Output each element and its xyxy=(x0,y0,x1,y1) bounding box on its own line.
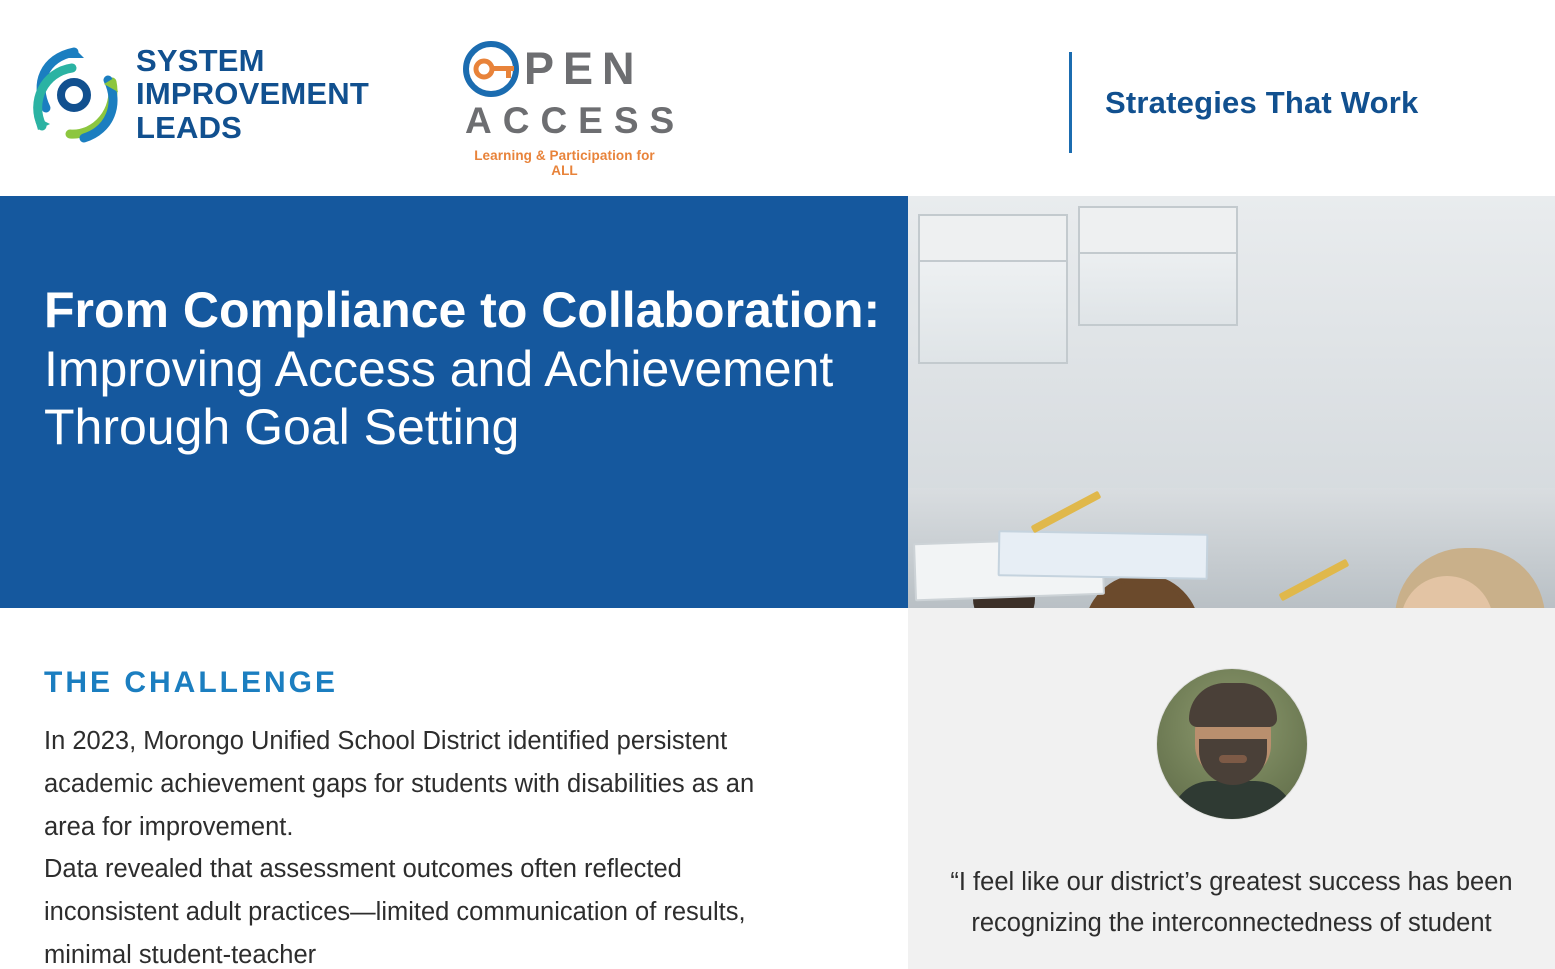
hero-blue-panel xyxy=(0,196,908,608)
header-divider xyxy=(1069,52,1072,153)
open-access-word-top: PEN xyxy=(524,43,644,94)
page-title-rest: Improving Access and Achievement Through Goal Setting xyxy=(44,340,834,455)
open-access-tagline: Learning & Participation for ALL xyxy=(474,148,655,178)
page-title-bold: From Compliance to Collaboration: xyxy=(44,282,881,338)
testimonial-quote: “I feel like our district’s greatest success has been recognizing the interconnectedness of student xyxy=(950,868,1513,938)
challenge-paragraph-2: Data revealed that assessment outcomes often reflected inconsistent adult practices—limited communication of results, minimal student-teacher xyxy=(44,855,746,969)
logo-wordmark xyxy=(136,44,369,144)
book-decor xyxy=(998,530,1209,580)
header-tagline: Strategies That Work xyxy=(1105,85,1419,120)
testimonial-panel xyxy=(908,608,1555,969)
challenge-paragraph-1: In 2023, Morongo Unified School District identified persistent academic achievement gaps for students with disabilities as an area for improvement. xyxy=(44,727,755,841)
logo-line-3: LEADS xyxy=(136,109,243,145)
swirl-arrows-icon xyxy=(22,38,126,150)
logo-line-1: SYSTEM xyxy=(136,42,265,78)
avatar xyxy=(1156,668,1308,820)
open-access-logo xyxy=(462,40,686,178)
key-in-circle-icon xyxy=(462,40,520,98)
logo-line-2: IMPROVEMENT xyxy=(136,76,369,112)
window-decor xyxy=(1078,206,1238,326)
hero-section xyxy=(0,196,1555,608)
open-access-word-bottom: ACCESS xyxy=(465,100,686,141)
hero-photo xyxy=(908,196,1555,608)
page-title xyxy=(44,281,884,457)
system-improvement-leads-logo xyxy=(22,38,369,150)
section-heading-challenge: THE CHALLENGE xyxy=(44,666,338,699)
main-column xyxy=(0,608,908,969)
page-header xyxy=(0,0,1555,196)
content-section xyxy=(0,608,1555,969)
window-decor xyxy=(918,214,1068,364)
